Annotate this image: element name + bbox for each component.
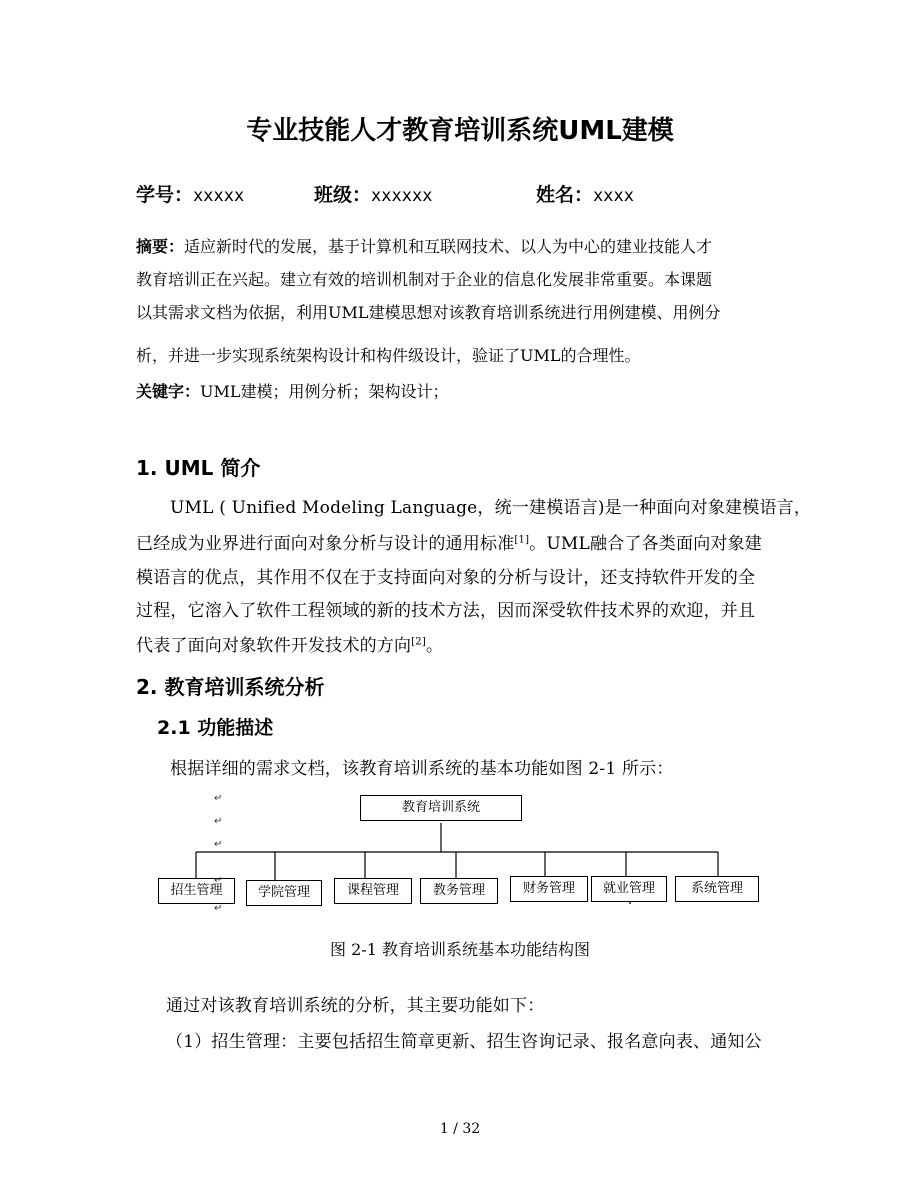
abstract-line-4: 析，并进一步实现系统架构设计和构件级设计，验证了UML的合理性。 bbox=[136, 346, 641, 365]
keywords-label: 关键字： bbox=[136, 382, 201, 401]
keywords-text: UML建模；用例分析；架构设计； bbox=[200, 382, 449, 401]
section-1-line-5b: 。 bbox=[425, 636, 444, 656]
node-college: 学院管理 bbox=[246, 880, 322, 906]
node-academic: 教务管理 bbox=[420, 878, 498, 904]
section-1-line-2a: 已经成为业界进行面向对象分析与设计的通用标准 bbox=[136, 534, 515, 554]
figure-caption: 图 2-1 教育培训系统基本功能结构图 bbox=[330, 940, 590, 959]
student-id-label: 学号： bbox=[136, 184, 194, 206]
section-2-heading: 2. 教育培训系统分析 bbox=[136, 675, 325, 699]
name-label: 姓名： bbox=[536, 184, 594, 206]
abstract-label: 摘要： bbox=[136, 237, 185, 256]
section-1-line-4: 过程，它溶入了软件工程领域的新的技术方法，因而深受软件技术界的欢迎，并且 bbox=[136, 601, 756, 621]
section-1-line-3: 模语言的优点，其作用不仅在于支持面向对象的分析与设计，还支持软件开发的全 bbox=[136, 568, 756, 588]
abstract-line-2: 教育培训正在兴起。建立有效的培训机制对于企业的信息化发展非常重要。本课题 bbox=[136, 270, 713, 289]
name-value: xxxx bbox=[593, 186, 634, 206]
return-mark: ↵ bbox=[214, 903, 223, 914]
abstract-line-3: 以其需求文档为依据，利用UML建模思想对该教育培训系统进行用例建模、用例分 bbox=[136, 303, 721, 322]
node-employment: 就业管理 bbox=[591, 876, 667, 902]
abstract-text-1: 适应新时代的发展，基于计算机和互联网技术、以人为中心的建业技能人才 bbox=[184, 237, 713, 256]
reference-1: [1] bbox=[514, 534, 530, 546]
node-course: 课程管理 bbox=[334, 878, 412, 904]
reference-2: [2] bbox=[411, 636, 426, 648]
return-mark: ↵ bbox=[214, 839, 223, 850]
page-number: 1 / 32 bbox=[439, 1121, 481, 1137]
section-1-line-2b: 。UML融合了各类面向对象建 bbox=[529, 534, 762, 554]
document-title: 专业技能人才教育培训系统UML建模 bbox=[246, 116, 674, 146]
section-2-after: 通过对该教育培训系统的分析，其主要功能如下： bbox=[166, 996, 545, 1016]
class-label: 班级： bbox=[314, 184, 372, 206]
return-mark: ↵ bbox=[214, 793, 223, 804]
section-2-intro: 根据详细的需求文档，该教育培训系统的基本功能如图 2-1 所示： bbox=[170, 759, 674, 779]
return-mark: ↵ bbox=[214, 816, 223, 827]
node-finance: 财务管理 bbox=[510, 876, 588, 902]
return-mark: ↵ bbox=[214, 875, 223, 886]
section-2-item-1: （1）招生管理：主要包括招生简章更新、招生咨询记录、报名意向表、通知公 bbox=[166, 1032, 762, 1052]
class-value: xxxxxx bbox=[371, 186, 433, 206]
node-enrollment: 招生管理 bbox=[158, 878, 235, 904]
node-system: 系统管理 bbox=[675, 876, 759, 902]
section-1-heading: 1. UML 简介 bbox=[136, 456, 261, 480]
student-id-value: xxxxx bbox=[193, 186, 245, 206]
section-2-1-heading: 2.1 功能描述 bbox=[157, 717, 274, 739]
section-1-line-5a: 代表了面向对象软件开发技术的方向 bbox=[136, 636, 412, 656]
root-node: 教育培训系统 bbox=[360, 795, 522, 821]
section-1-line-1: UML ( Unified Modeling Language，统一建模语言)是一种面向对象建模语言， bbox=[170, 498, 812, 518]
